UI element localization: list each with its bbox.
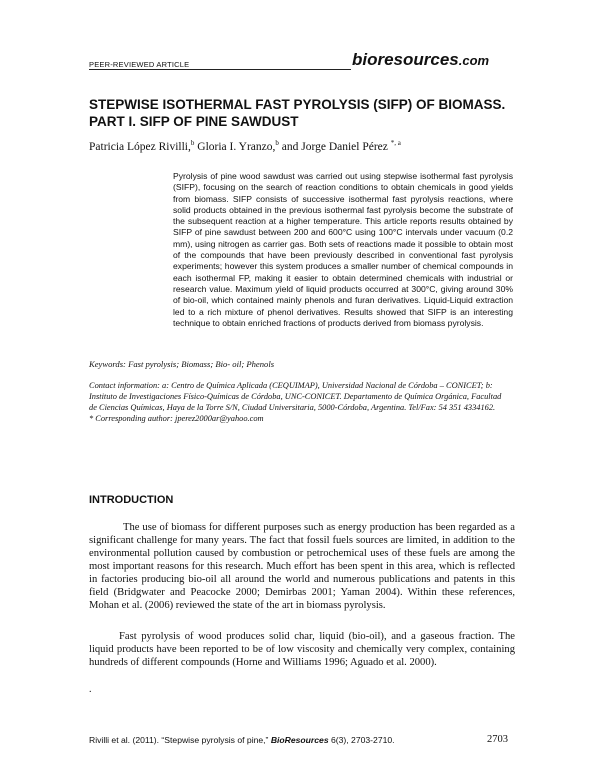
author-1: Patricia López Rivilli,: [89, 140, 191, 153]
header-section-label: PEER-REVIEWED ARTICLE: [89, 60, 190, 69]
abstract: Pyrolysis of pine wood sawdust was carried out using stepwise isothermal fast pyrolysis (SIFP), focusing on the search of reaction conditions to obtain chemicals in good yields from biomass. SIFP consists of successive isothermal fast pyrolysis reactions, where solid products obtained in the previous isothermal fast pyrolysis become the substrate of the subsequent reaction at a higher temperature. This article reports results obtained by SIFP of pine sawdust between 200 and 600°C using 100°C intervals under vacuum (0.2 mm), using nitrogen as carrier gas. Both sets of reactions made it possible to obtain most of the compounds that have been previously described in conventional fast pyrolysis experiments; however this system produces a smaller number of chemical compounds in each isothermal FP, making it easier to obtain determined chemicals with industrial or research value. Maximum yield of liquid products occurred at 300°C, giving around 30% of bio-oil, which contained mainly phenols and furan derivatives. Liquid-Liquid extraction led to a rich mixture of phenol derivatives. Results showed that SIFP is an interesting technique to obtain enriched fractions of products derived from biomass pyrolysis.: [173, 171, 513, 328]
section-heading-introduction: INTRODUCTION: [89, 494, 174, 506]
author-1-affiliation: b: [190, 139, 195, 147]
brand-suffix: .com: [458, 53, 490, 68]
header-rule: [89, 69, 351, 70]
keywords: Keywords: Fast pyrolysis; Biomass; Bio- oil; Phenols: [89, 359, 275, 369]
footer-citation: [89, 735, 395, 745]
author-2: Gloria I. Yranzo,: [194, 140, 276, 153]
citation-end: 6(3), 2703-2710.: [328, 735, 395, 745]
contact-information: [89, 380, 509, 424]
author-2-affiliation: b: [275, 139, 279, 147]
trailing-dot: .: [89, 684, 92, 695]
article-title: STEPWISE ISOTHERMAL FAST PYROLYSIS (SIFP) OF BIOMASS. PART I. SIFP OF PINE SAWDUST: [89, 97, 506, 129]
intro-paragraph-2: Fast pyrolysis of wood produces solid char, liquid (bio-oil), and a gaseous fraction. The liquid products have been reported to be of low viscosity and chemically very complex, containing hundreds of different compounds (Horne and Williams 1996; Aguado et al. 2000).: [89, 631, 515, 669]
author-3: and Jorge Daniel Pérez: [278, 140, 391, 153]
page-number: 2703: [487, 734, 508, 745]
affiliations: Contact information: a: Centro de Química Aplicada (CEQUIMAP), Universidad Nacional de Córdoba – CONICET; b: Instituto de Investigaciones Físico-Químicas de Córdoba, UNC-CONICET. Departamento de Química Orgánica, Facultad de Ciencias Químicas, Haya de la Torre S/N, Ciudad Universitaria, 5000-Córdoba, Argentina. Tel/Fax: 54 351 4334162.: [89, 381, 502, 413]
author-3-affiliation: *, a: [390, 139, 401, 147]
citation-journal: BioResources: [270, 735, 329, 745]
journal-brand: [352, 50, 489, 70]
intro-paragraph-1: The use of biomass for different purposes such as energy production has been regarded as a significant challenge for many years. The fact that fossil fuels sources are limited, in addition to the environmental pollution caused by combustion or petrochemical uses of these fuels are among the most important reasons for this research. Much effort has been spent in this area, which is reflected in factories producing bio-oil all around the world and numerous publications and patents in this field (Bridgwater and Peacocke 2000; Demirbas 2001; Yaman 2004). Within these references, Mohan et al. (2006) reviewed the state of the art in biomass pyrolysis.: [89, 522, 515, 612]
author-list: [89, 139, 401, 153]
brand-name: bioresources: [352, 50, 459, 69]
citation-start: Rivilli et al. (2011). “Stepwise pyrolysis of pine,”: [89, 735, 271, 745]
corresponding-author: * Corresponding author: jperez2000ar@yahoo.com: [89, 414, 264, 424]
